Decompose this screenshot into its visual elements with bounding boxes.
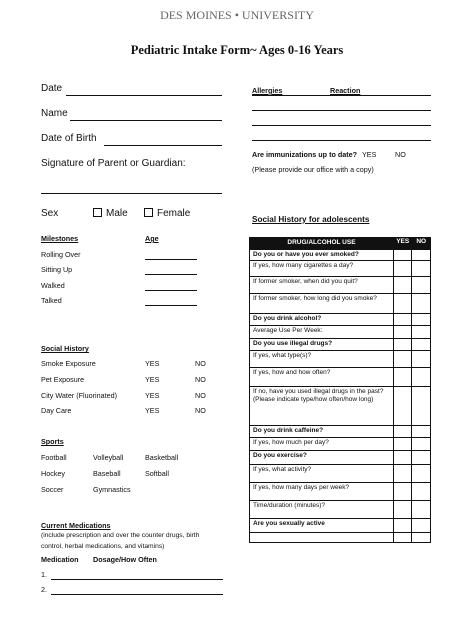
cigarettes-yes-cell[interactable] [393,261,412,277]
quit-yes-cell[interactable] [393,277,412,294]
table-row [250,294,431,314]
average-use-question: Average Use Per Week: [250,326,394,339]
drug-alcohol-table [249,237,431,543]
table-row [250,451,431,465]
drug-frequency-no-cell[interactable] [412,368,431,387]
medications-note-line2: control, herbal medications, and vitamins) [41,543,165,550]
medication-row-1-field[interactable] [51,579,223,580]
male-label: Male [106,208,128,219]
sports-heading: Sports [41,437,64,446]
medication-column-heading: Medication [41,555,79,564]
exercise-activity-question: If yes, what activity? [250,465,394,483]
exercise-activity-no-cell[interactable] [412,465,431,483]
male-checkbox[interactable] [93,208,102,217]
female-checkbox[interactable] [144,208,153,217]
sex-female-option[interactable] [144,208,190,219]
day-care-yes[interactable]: YES [145,406,160,415]
medication-row-2-field[interactable] [51,594,223,595]
immunizations-no[interactable]: NO [395,150,406,159]
milestone-walked: Walked [41,281,65,290]
average-use-no-cell[interactable] [412,326,431,339]
cigarettes-no-cell[interactable] [412,261,431,277]
date-field[interactable] [66,95,222,96]
medication-row-1-number: 1. [41,570,47,579]
immunizations-note: (Please provide our office with a copy) [252,165,374,174]
dob-label: Date of Birth [41,133,97,144]
sport-baseball[interactable]: Baseball [93,469,121,478]
continuation-yes-cell[interactable] [393,533,412,543]
smoked-no-cell[interactable] [412,250,431,261]
sport-hockey[interactable]: Hockey [41,469,65,478]
exercise-question: Do you exercise? [250,451,394,465]
alcohol-question: Do you drink alcohol? [250,314,394,326]
exercise-duration-no-cell[interactable] [412,501,431,519]
table-row [250,261,431,277]
sport-soccer[interactable]: Soccer [41,485,64,494]
table-row [250,250,431,261]
exercise-duration-yes-cell[interactable] [393,501,412,519]
pet-exposure-yes[interactable]: YES [145,375,160,384]
alcohol-yes-cell[interactable] [393,314,412,326]
continuation-cell [250,533,394,543]
medications-note-line1: (include prescription and over the counter drugs, birth [41,532,200,539]
allergy-line-3[interactable] [252,140,431,141]
average-use-yes-cell[interactable] [393,326,412,339]
drug-types-question: If yes, what type(s)? [250,351,394,368]
sport-football[interactable]: Football [41,453,67,462]
sport-basketball[interactable]: Basketball [145,453,179,462]
table-row [250,438,431,451]
quit-smoking-question: If former smoker, when did you quit? [250,277,394,294]
table-row [250,465,431,483]
institution-name: DES MOINES • UNIVERSITY [160,8,314,22]
table-row [250,426,431,438]
rolling-over-age-field[interactable] [145,259,197,260]
table-row [250,314,431,326]
dob-field[interactable] [104,145,222,146]
milestone-rolling-over: Rolling Over [41,250,81,259]
milestones-age-heading: Age [145,234,159,243]
allergy-line-1[interactable] [252,110,431,111]
immunizations-question: Are immunizations up to date? [252,150,358,159]
table-row [250,483,431,501]
illegal-drugs-no-cell[interactable] [412,339,431,351]
illegal-drugs-question: Do you use illegal drugs? [250,339,394,351]
sport-gymnastics[interactable]: Gymnastics [93,485,131,494]
social-history-heading: Social History [41,344,89,353]
table-header-yes: YES [393,238,412,250]
smoke-exposure-yes[interactable]: YES [145,359,160,368]
smoking-duration-yes-cell[interactable] [393,294,412,314]
dosage-column-heading: Dosage/How Often [93,555,157,564]
medications-heading: Current Medications [41,521,111,530]
exercise-days-yes-cell[interactable] [393,483,412,501]
table-row [250,368,431,387]
table-header-label: DRUG/ALCOHOL USE [250,238,394,250]
table-row [250,326,431,339]
signature-label: Signature of Parent or Guardian: [41,158,186,169]
table-header-row [250,238,431,250]
day-care-no[interactable]: NO [195,406,206,415]
smoke-exposure-no[interactable]: NO [195,359,206,368]
exercise-yes-cell[interactable] [393,451,412,465]
city-water-yes[interactable]: YES [145,391,160,400]
caffeine-no-cell[interactable] [412,426,431,438]
table-row [250,501,431,519]
sport-softball[interactable]: Softball [145,469,169,478]
smoking-duration-question: If former smoker, how long did you smoke? [250,294,394,314]
caffeine-yes-cell[interactable] [393,426,412,438]
past-drug-use-question: If no, have you used illegal drugs in the past? (Please indicate type/how often/how long) [250,387,394,426]
sexually-active-question: Are you sexually active [250,519,394,533]
quit-no-cell[interactable] [412,277,431,294]
immunizations-yes[interactable]: YES [362,150,377,159]
name-field[interactable] [70,120,222,121]
drug-frequency-question: If yes, how and how often? [250,368,394,387]
drug-frequency-yes-cell[interactable] [393,368,412,387]
exercise-duration-question: Time/duration (minutes)? [250,501,394,519]
medication-row-2-number: 2. [41,585,47,594]
talked-age-field[interactable] [145,305,197,306]
milestone-sitting-up: Sitting Up [41,265,73,274]
table-row [250,339,431,351]
sport-volleyball[interactable]: Volleyball [93,453,124,462]
exercise-no-cell[interactable] [412,451,431,465]
walked-age-field[interactable] [145,290,197,291]
exercise-days-question: If yes, how many days per week? [250,483,394,501]
smoked-question: Do you or have you ever smoked? [250,250,394,261]
illegal-drugs-yes-cell[interactable] [393,339,412,351]
exercise-days-no-cell[interactable] [412,483,431,501]
reaction-heading: Reaction [330,86,361,95]
pet-exposure-no[interactable]: NO [195,375,206,384]
sexually-active-yes-cell[interactable] [393,519,412,533]
sex-label: Sex [41,208,59,219]
smoking-duration-no-cell[interactable] [412,294,431,314]
city-water-no[interactable]: NO [195,391,206,400]
allergies-header-rule [252,95,431,96]
past-drug-use-yes-cell[interactable] [393,387,412,426]
day-care-label: Day Care [41,406,72,415]
caffeine-amount-yes-cell[interactable] [393,438,412,451]
table-row [250,277,431,294]
table-row [250,519,431,533]
table-row [250,387,431,426]
caffeine-amount-question: If yes, how much per day? [250,438,394,451]
past-drug-use-no-cell[interactable] [412,387,431,426]
caffeine-question: Do you drink caffeine? [250,426,394,438]
table-row [250,351,431,368]
table-row [250,533,431,543]
drug-types-yes-cell[interactable] [393,351,412,368]
sex-male-option[interactable] [93,208,128,219]
allergy-line-2[interactable] [252,125,431,126]
city-water-label: City Water (Fluorinated) [41,391,118,400]
smoked-yes-cell[interactable] [393,250,412,261]
caffeine-amount-no-cell[interactable] [412,438,431,451]
cigarettes-per-day-question: If yes, how many cigarettes a day? [250,261,394,277]
sexually-active-no-cell[interactable] [412,519,431,533]
adolescents-heading: Social History for adolescents [252,215,370,224]
table-header-no: NO [412,238,431,250]
female-label: Female [157,208,191,219]
sitting-up-age-field[interactable] [145,274,197,275]
continuation-no-cell[interactable] [412,533,431,543]
smoke-exposure-label: Smoke Exposure [41,359,96,368]
allergies-heading: Allergies [252,86,283,95]
signature-field[interactable] [41,193,222,194]
exercise-activity-yes-cell[interactable] [393,465,412,483]
milestones-heading: Milestones [41,234,79,243]
date-label: Date [41,83,63,94]
alcohol-no-cell[interactable] [412,314,431,326]
name-label: Name [41,108,68,119]
form-title: Pediatric Intake Form~ Ages 0-16 Years [130,43,344,57]
pet-exposure-label: Pet Exposure [41,375,85,384]
drug-types-no-cell[interactable] [412,351,431,368]
milestone-talked: Talked [41,296,62,305]
